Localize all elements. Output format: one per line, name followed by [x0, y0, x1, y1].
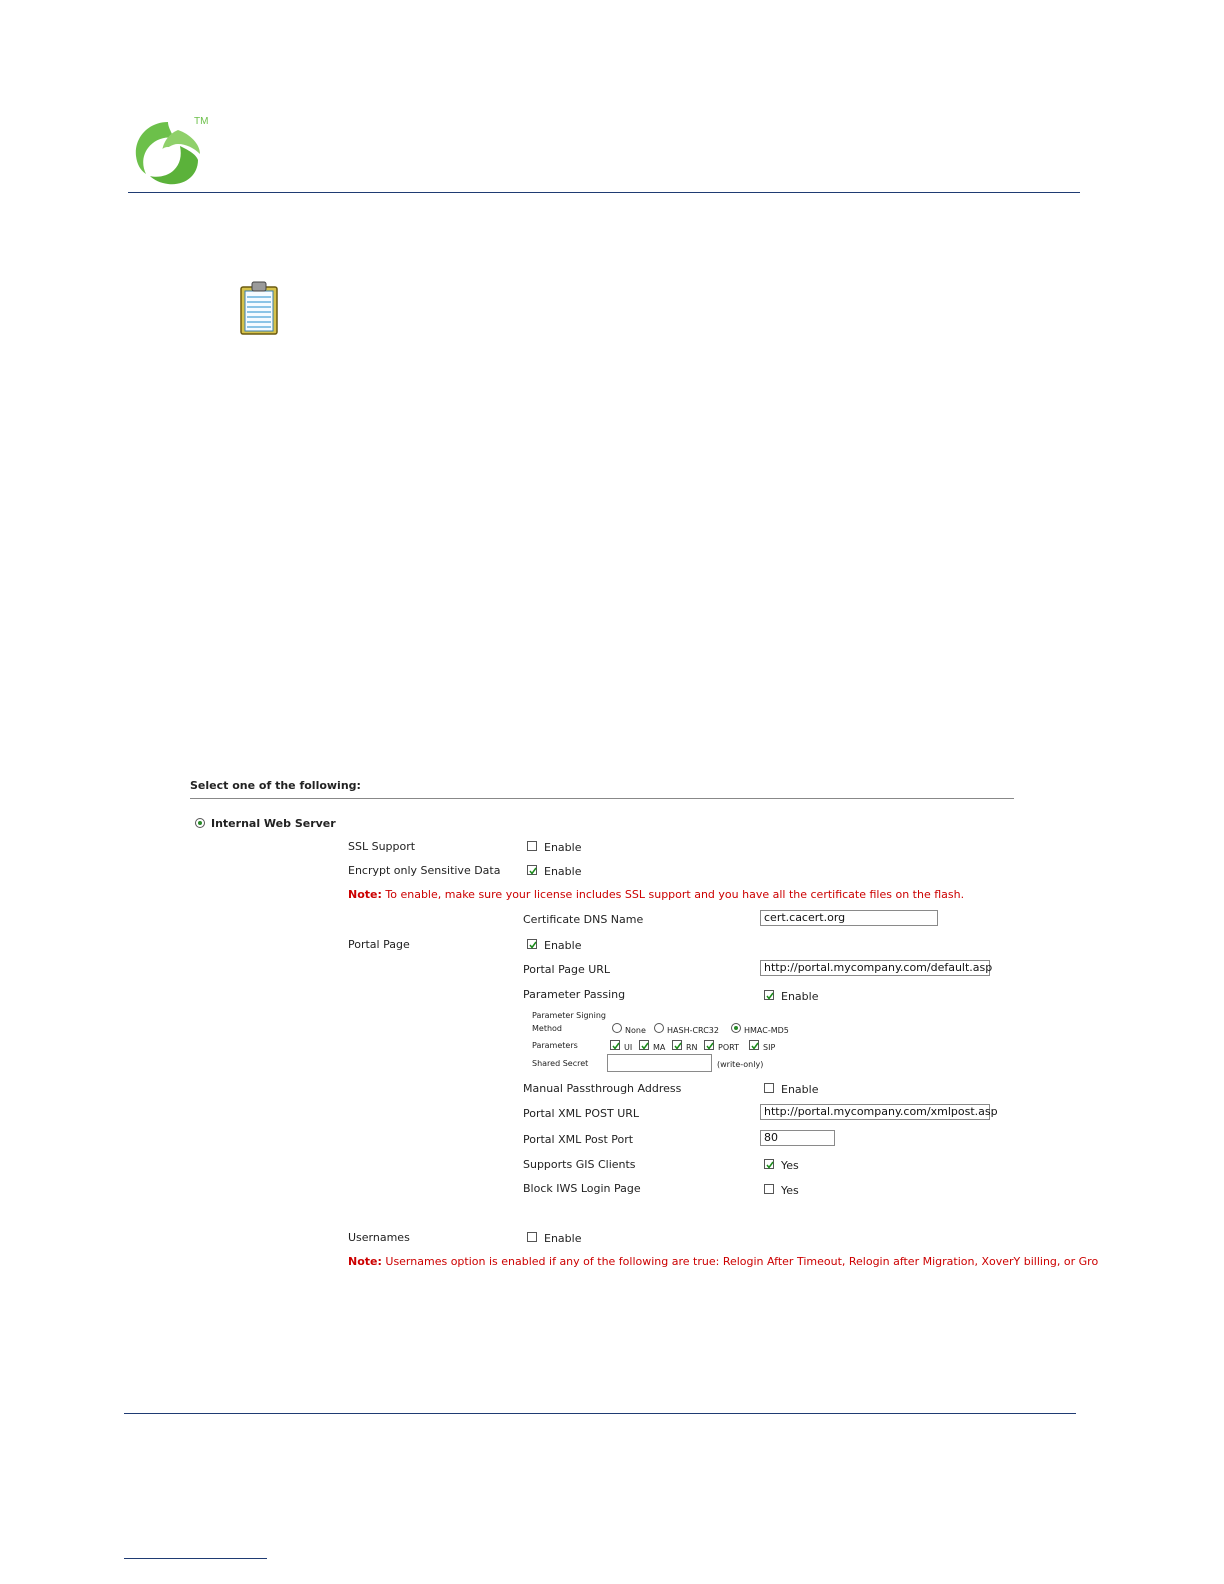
param-sip-label: SIP	[763, 1043, 776, 1052]
manual-passthrough-option: Enable	[781, 1083, 819, 1096]
method-none-radio[interactable]	[612, 1023, 622, 1033]
internal-web-server-label: Internal Web Server	[211, 817, 336, 830]
method-hmac-radio[interactable]	[731, 1023, 741, 1033]
block-iws-checkbox[interactable]	[764, 1184, 774, 1194]
ssl-support-label: SSL Support	[348, 840, 416, 853]
encrypt-sensitive-option: Enable	[544, 865, 582, 878]
usernames-note-prefix: Note:	[348, 1255, 382, 1268]
param-port-label: PORT	[718, 1043, 739, 1052]
method-hmac-label: HMAC-MD5	[744, 1026, 789, 1035]
shared-secret-label: Shared Secret	[532, 1059, 589, 1068]
ssl-support-checkbox[interactable]	[527, 841, 537, 851]
manual-passthrough-checkbox[interactable]	[764, 1083, 774, 1093]
portal-url-label: Portal Page URL	[523, 963, 611, 976]
gis-clients-checkbox[interactable]	[764, 1159, 774, 1169]
ssl-support-option: Enable	[544, 841, 582, 854]
cert-dns-label: Certificate DNS Name	[523, 913, 644, 926]
usernames-checkbox[interactable]	[527, 1232, 537, 1242]
param-method-label: Method	[532, 1024, 563, 1033]
param-passing-option: Enable	[781, 990, 819, 1003]
xml-post-url-label: Portal XML POST URL	[523, 1107, 640, 1120]
method-crc32-radio[interactable]	[654, 1023, 664, 1033]
usernames-option: Enable	[544, 1232, 582, 1245]
param-passing-checkbox[interactable]	[764, 990, 774, 1000]
param-signing-title: Parameter Signing	[532, 1011, 606, 1020]
method-crc32-label: HASH-CRC32	[667, 1026, 719, 1035]
encrypt-sensitive-checkbox[interactable]	[527, 865, 537, 875]
trademark-mark: TM	[194, 116, 209, 127]
param-params-label: Parameters	[532, 1041, 578, 1050]
gis-clients-label: Supports GIS Clients	[523, 1158, 636, 1171]
footer-rule	[124, 1413, 1076, 1414]
param-ui-checkbox[interactable]	[610, 1040, 620, 1050]
ssl-note-prefix: Note:	[348, 888, 382, 901]
param-ma-label: MA	[653, 1043, 666, 1052]
param-passing-label: Parameter Passing	[523, 988, 626, 1001]
section-title: Select one of the following:	[190, 779, 361, 792]
shared-secret-hint: (write-only)	[717, 1060, 764, 1069]
param-port-checkbox[interactable]	[704, 1040, 714, 1050]
usernames-note-text: Usernames option is enabled if any of the following are true: Relogin After Timeout, Relogin after Migration, XoverY billing, or Gro	[381, 1255, 1099, 1268]
portal-url-input[interactable]: http://portal.mycompany.com/default.asp	[760, 960, 990, 976]
method-none-label: None	[625, 1026, 646, 1035]
param-ma-checkbox[interactable]	[639, 1040, 649, 1050]
xml-post-url-input[interactable]: http://portal.mycompany.com/xmlpost.asp	[760, 1104, 990, 1120]
xml-post-port-input[interactable]: 80	[760, 1130, 835, 1146]
encrypt-sensitive-label: Encrypt only Sensitive Data	[348, 864, 501, 877]
portal-page-checkbox[interactable]	[527, 939, 537, 949]
header-rule	[128, 192, 1080, 193]
clipboard-icon	[240, 281, 278, 335]
usernames-note	[348, 1255, 1099, 1268]
block-iws-option: Yes	[781, 1184, 799, 1197]
param-rn-label: RN	[686, 1043, 698, 1052]
manual-passthrough-label: Manual Passthrough Address	[523, 1082, 682, 1095]
usernames-label: Usernames	[348, 1231, 410, 1244]
shared-secret-input[interactable]	[607, 1054, 712, 1072]
gis-clients-option: Yes	[781, 1159, 799, 1172]
param-ui-label: UI	[624, 1043, 633, 1052]
param-sip-checkbox[interactable]	[749, 1040, 759, 1050]
xml-post-port-label: Portal XML Post Port	[523, 1133, 634, 1146]
ssl-note	[348, 888, 1016, 901]
section-divider	[190, 798, 1014, 799]
portal-page-option: Enable	[544, 939, 582, 952]
footer-short-rule	[124, 1558, 267, 1559]
param-rn-checkbox[interactable]	[672, 1040, 682, 1050]
block-iws-label: Block IWS Login Page	[523, 1182, 641, 1195]
portal-page-label: Portal Page	[348, 938, 410, 951]
cert-dns-input[interactable]: cert.cacert.org	[760, 910, 938, 926]
company-logo	[128, 116, 212, 188]
internal-web-server-radio[interactable]	[195, 818, 205, 828]
ssl-note-text: To enable, make sure your license includes SSL support and you have all the certificate files on the flash.	[381, 888, 965, 901]
